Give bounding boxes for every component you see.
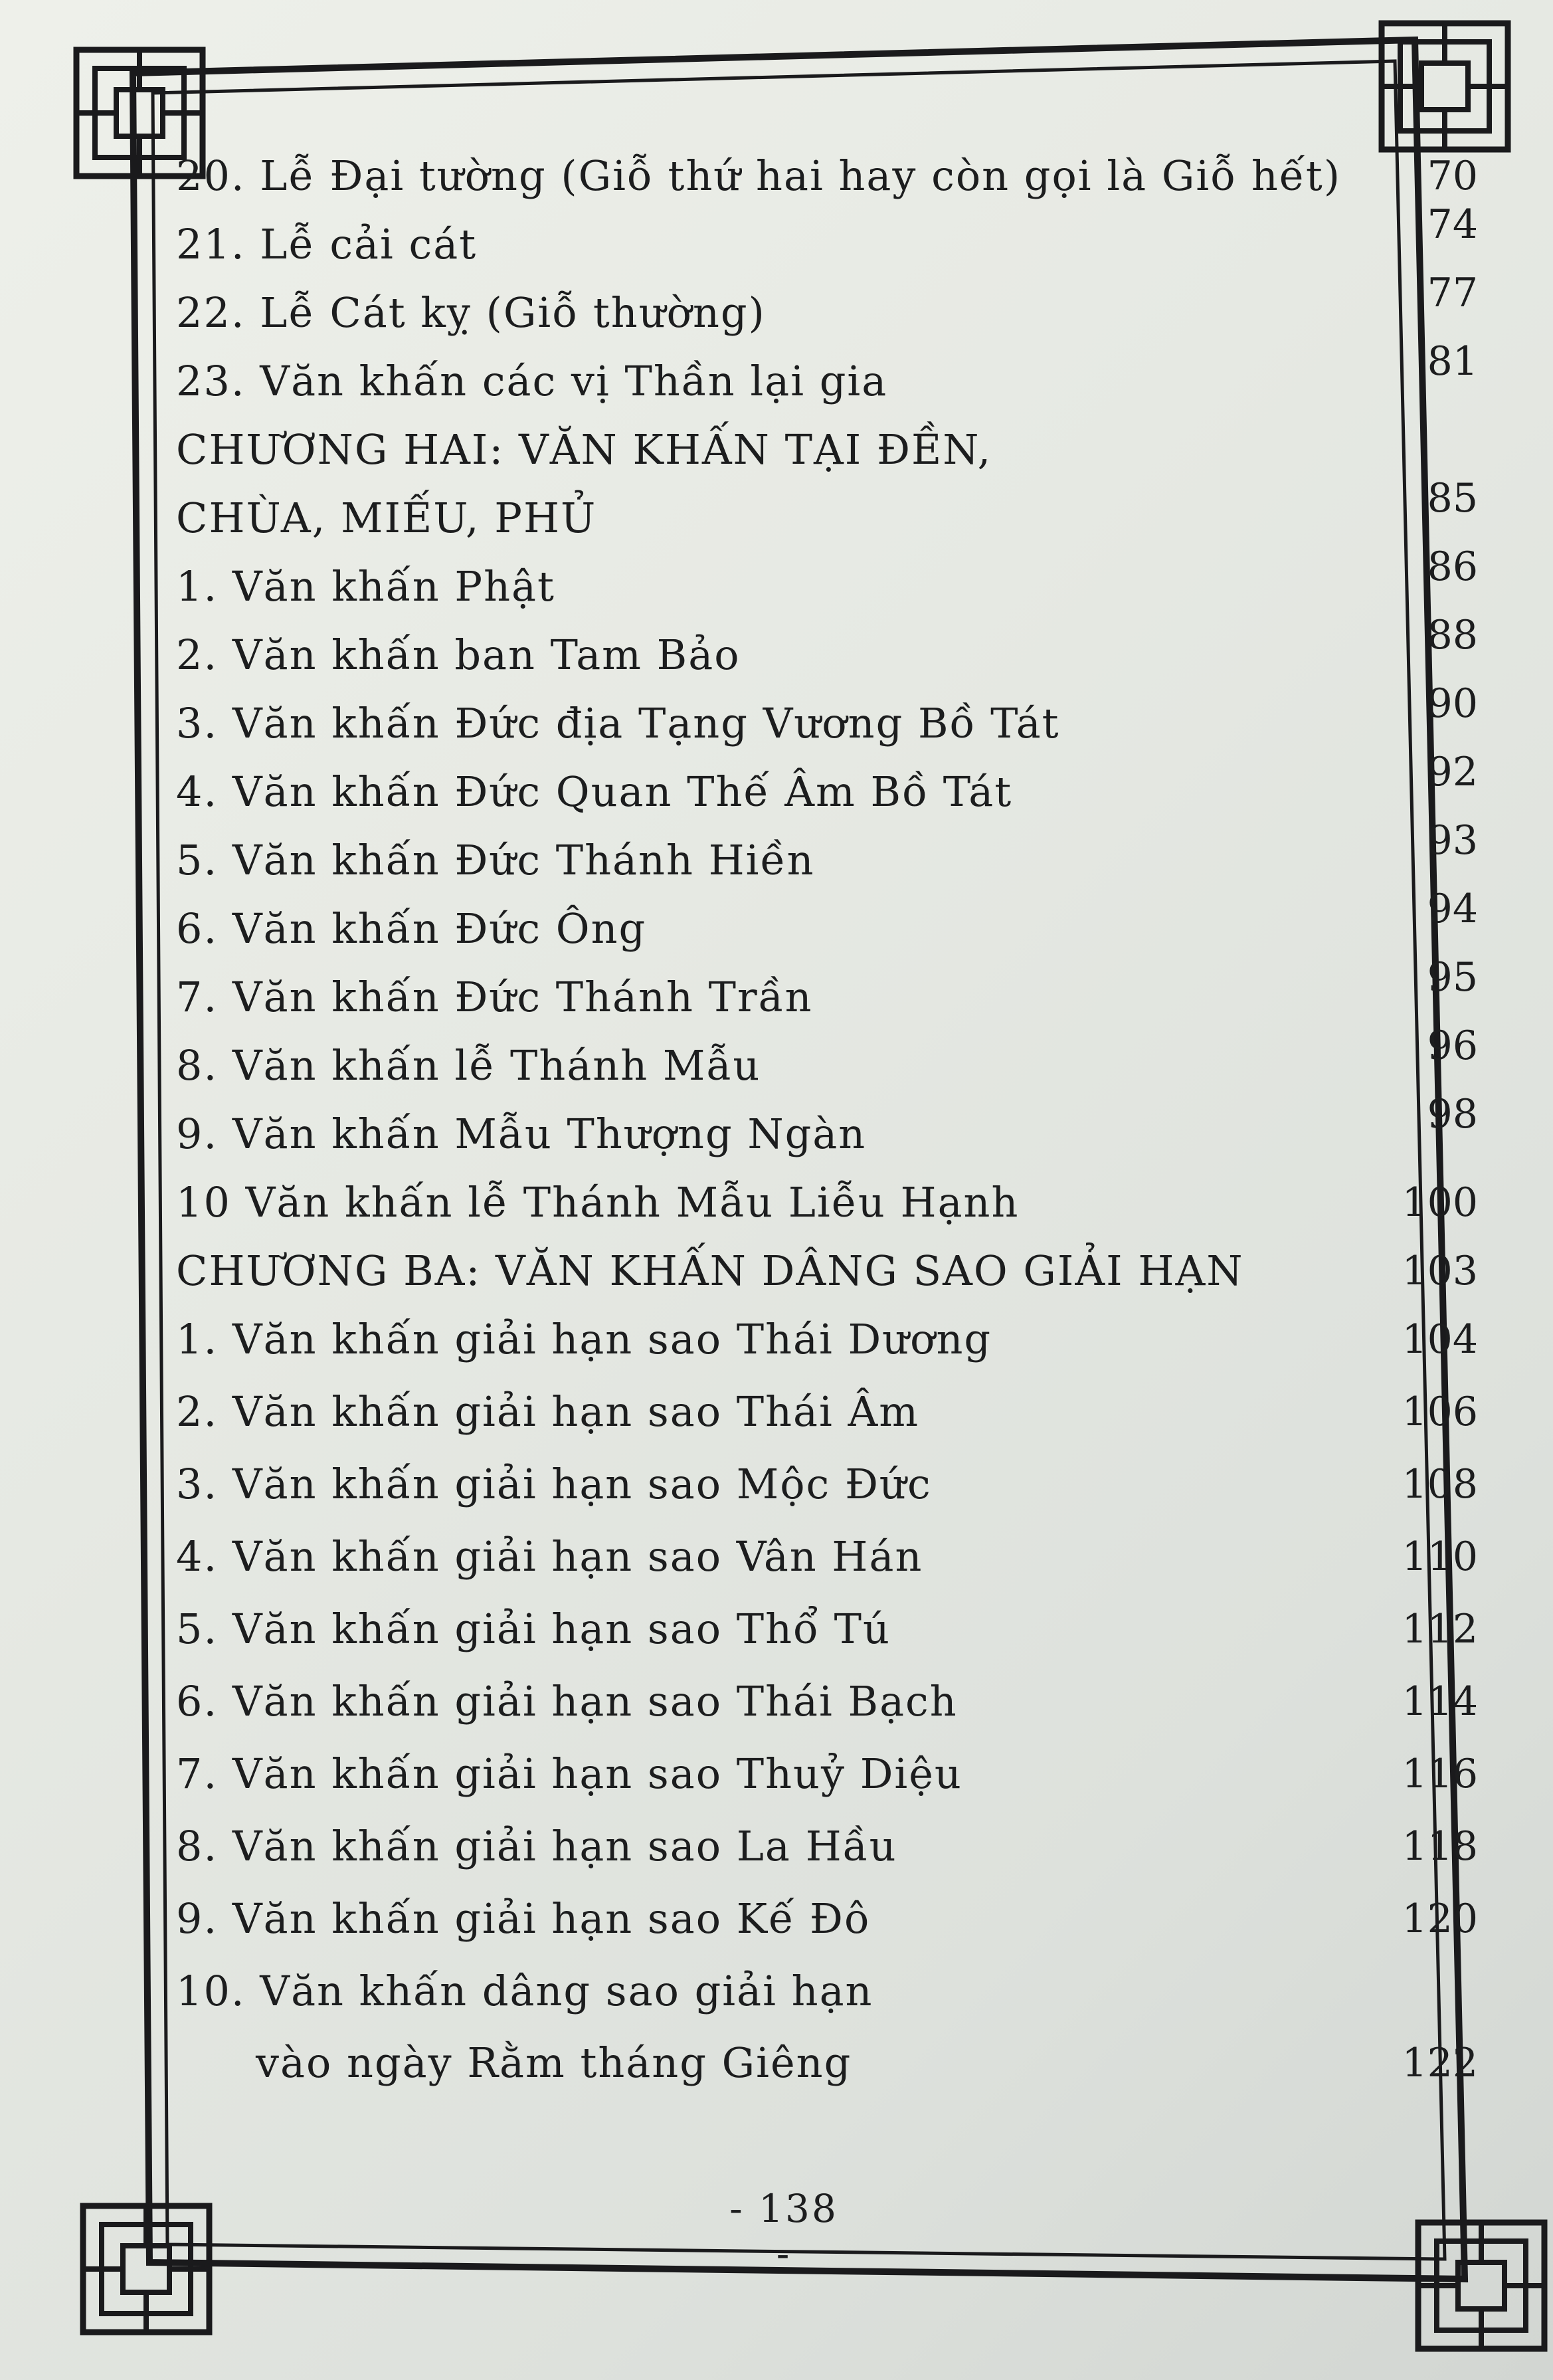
toc-entry-page: 88 [1427,612,1478,658]
toc-entry-page: 118 [1402,1823,1478,1870]
toc-entry [176,1596,1478,1662]
chapter-heading [176,475,1478,551]
toc-entry-page: 103 [1402,1248,1478,1294]
toc-entry [176,749,1478,825]
toc-entry [176,1958,1478,2025]
toc-entry-title: 22. Lễ Cát kỵ (Giỗ thường) [176,288,766,337]
toc-entry-page: 104 [1402,1316,1478,1363]
toc-entry-title: 3. Văn khấn giải hạn sao Mộc Đức [176,1460,932,1508]
corner-ornament-bottom-left [83,2206,209,2332]
toc-entry-title: 20. Lễ Đại tường (Giỗ thứ hai hay còn gọi là Giỗ hết) [176,151,1342,200]
toc-entry-continuation [176,2030,1478,2096]
toc-entry [176,1451,1478,1518]
toc-entry [176,270,1478,346]
toc-entry-page: 116 [1402,1751,1478,1797]
toc-entry [176,338,1478,415]
toc-entry-page: 92 [1427,749,1478,795]
toc-entry-page: 70 [1427,153,1478,199]
toc-entry-title: CHÙA, MIẾU, PHỦ [176,494,597,542]
toc-entry-page: 95 [1427,954,1478,1001]
toc-entry-page: 96 [1427,1023,1478,1069]
toc-entry-title: 5. Văn khấn Đức Thánh Hiền [176,836,815,884]
chapter-heading [176,1238,1478,1304]
toc-entry-title: vào ngày Rằm tháng Giêng [256,2038,852,2087]
toc-entry [176,1741,1478,1807]
toc-entry-page: 81 [1427,338,1478,385]
toc-entry-title: CHƯƠNG HAI: VĂN KHẤN TẠI ĐỀN, [176,425,992,474]
toc-entry [176,1169,1478,1236]
toc-entry-title: 9. Văn khấn giải hạn sao Kế Đô [176,1894,871,1943]
toc-entry-title: 6. Văn khấn giải hạn sao Thái Bạch [176,1677,958,1726]
toc-entry-title: 3. Văn khấn Đức địa Tạng Vương Bồ Tát [176,699,1060,747]
toc-entry-page: 122 [1402,2040,1478,2086]
toc-entry [176,1813,1478,1880]
toc-entry-title: 2. Văn khấn giải hạn sao Thái Âm [176,1387,920,1436]
toc-entry [176,612,1478,688]
toc-entry-page: 86 [1427,544,1478,590]
toc-entry [176,1091,1478,1167]
toc-entry-title: 10. Văn khấn dâng sao giải hạn [176,1967,873,2015]
toc-entry-page: 77 [1427,270,1478,316]
toc-entry [176,1524,1478,1590]
toc-entry-title: 4. Văn khấn Đức Quan Thế Âm Bồ Tát [176,767,1013,816]
toc-entry-title: 7. Văn khấn Đức Thánh Trần [176,973,813,1021]
toc-entry-title: 2. Văn khấn ban Tam Bảo [176,631,741,679]
toc-entry-page: 120 [1402,1896,1478,1942]
toc-entry [176,1306,1478,1373]
toc-entry-page: 114 [1402,1678,1478,1725]
toc-entry [176,1023,1478,1099]
toc-entry-title: 6. Văn khấn Đức Ông [176,904,647,953]
toc-entry [176,954,1478,1031]
toc-entry [176,886,1478,962]
toc-entry-title: 5. Văn khấn giải hạn sao Thổ Tú [176,1605,891,1653]
toc-entry-page: 74 [1427,201,1478,248]
toc-entry [176,143,1478,209]
toc-entry-page: 106 [1402,1389,1478,1435]
toc-entry-title: 8. Văn khấn giải hạn sao La Hầu [176,1822,897,1870]
toc-entry [176,680,1478,757]
toc-entry-title: 23. Văn khấn các vị Thần lại gia [176,357,888,405]
toc-entry-title: CHƯƠNG BA: VĂN KHẤN DÂNG SAO GIẢI HẠN [176,1246,1244,1295]
toc-entry-title: 10 Văn khấn lễ Thánh Mẫu Liễu Hạnh [176,1178,1020,1227]
toc-entry-page: 100 [1402,1179,1478,1226]
toc-entry [176,1379,1478,1445]
toc-entry-page: 93 [1427,817,1478,864]
toc-entry [176,544,1478,620]
toc-entry-title: 4. Văn khấn giải hạn sao Vân Hán [176,1532,923,1581]
toc-entry-title: 1. Văn khấn giải hạn sao Thái Dương [176,1315,992,1363]
toc-entry-title: 9. Văn khấn Mẫu Thượng Ngàn [176,1110,867,1158]
page-number: - 138 - [729,2186,838,2276]
chapter-heading [176,417,1478,483]
toc-entry-title: 1. Văn khấn Phật [176,562,555,611]
toc-entry-title: 8. Văn khấn lễ Thánh Mẫu [176,1041,761,1090]
corner-ornament-top-right [1382,23,1508,149]
toc-entry-title: 21. Lễ cải cát [176,220,478,268]
toc-entry [176,201,1478,278]
toc-entry-page: 112 [1402,1606,1478,1652]
toc-entry-page: 85 [1427,475,1478,522]
toc-entry-page: 110 [1402,1534,1478,1580]
corner-ornament-bottom-right [1418,2223,1544,2349]
toc-entry-title: 7. Văn khấn giải hạn sao Thuỷ Diệu [176,1749,962,1798]
toc-entry-page: 90 [1427,680,1478,727]
toc-entry [176,1668,1478,1735]
toc-entry-page: 98 [1427,1091,1478,1138]
toc-entry [176,1886,1478,1952]
toc-entry-page: 108 [1402,1461,1478,1508]
toc-entry [176,817,1478,894]
toc-entry-page: 94 [1427,886,1478,932]
